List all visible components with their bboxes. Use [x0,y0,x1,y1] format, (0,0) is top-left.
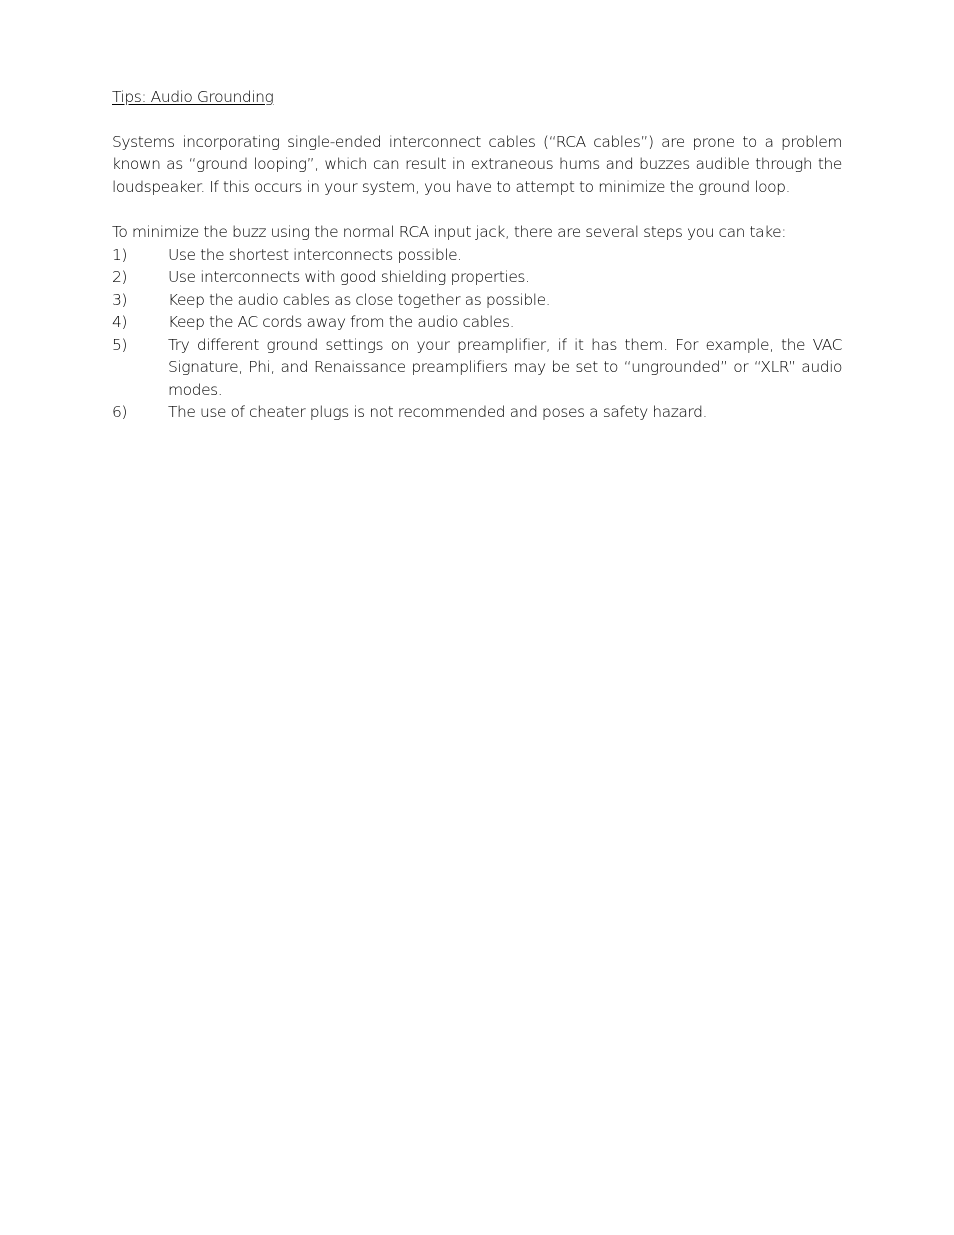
step-text: The use of cheater plugs is not recommended and poses a safety hazard. [168,403,707,421]
step-number: 3) [112,290,128,309]
step-number: 1) [112,245,128,264]
intro-paragraph: Systems incorporating single-ended interconnect cables (“RCA cables”) are prone to a problem known as “ground looping”, which can result in extraneous hums and buzzes audible through the loudspeaker. If this occurs in your system, you have to attempt to minimize the ground loop. [112,132,842,196]
steps-intro: To minimize the buzz using the normal RCA input jack, there are several steps you can take: [112,223,787,241]
list-item [112,401,842,424]
step-number: 6) [112,403,128,421]
list-item [112,266,842,289]
step-text: Use interconnects with good shielding properties. [168,268,530,286]
section-heading: Tips: Audio Grounding [112,88,274,106]
step-text: Keep the AC cords away from the audio cables. [168,313,515,331]
list-item [112,244,842,267]
list-item [112,311,842,334]
list-item [112,289,842,312]
steps-list [112,244,842,424]
step-number: 2) [112,268,128,286]
list-item [112,334,842,402]
step-text: Keep the audio cables as close together as possible. [168,290,551,309]
step-text: Try different ground settings on your preamplifier, if it has them. For example, the VAC Signature, Phi, and Renaissance preamplifiers may be set to “ungrounded” or “XLR” audio modes. [168,335,842,399]
step-number: 5) [112,335,128,354]
step-text: Use the shortest interconnects possible. [168,245,462,264]
document-page [112,86,842,424]
step-number: 4) [112,313,128,331]
